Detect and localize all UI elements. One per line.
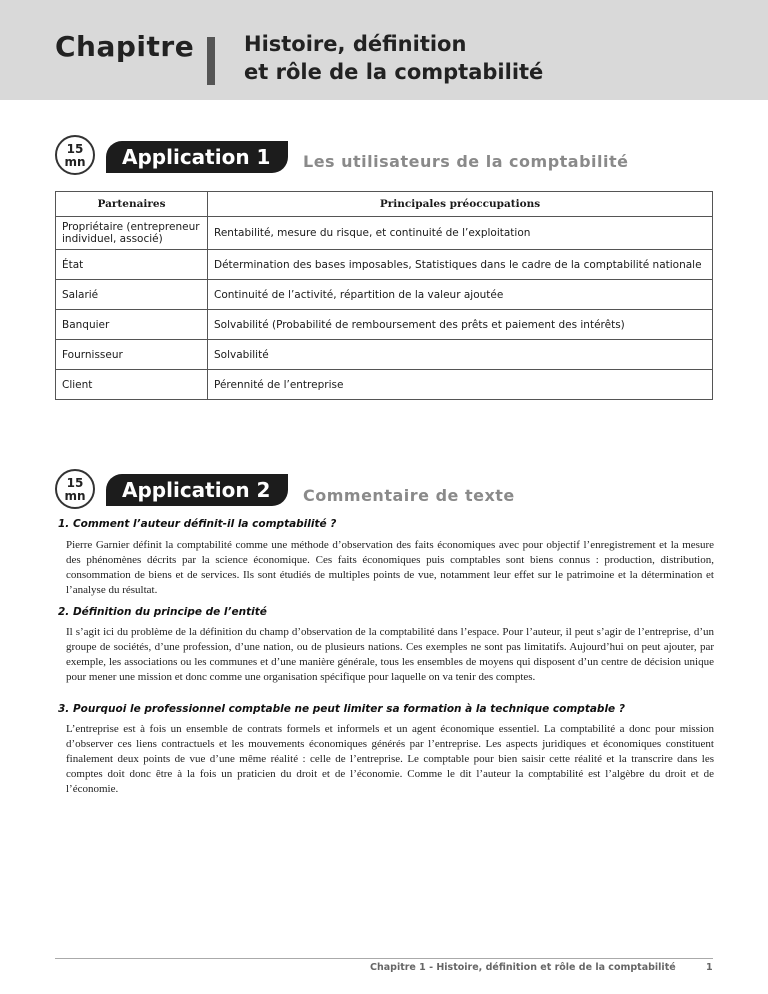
application-1-subtitle: Les utilisateurs de la comptabilité (303, 152, 629, 171)
table-row (56, 217, 713, 250)
partner-cell: État (56, 250, 208, 280)
concern-cell: Solvabilité (Probabilité de remboursement des prêts et paiement des intérêts) (208, 310, 713, 340)
duration-badge-app1 (55, 135, 95, 175)
duration-badge-app2 (55, 469, 95, 509)
partners-table (55, 191, 713, 400)
question-2-answer: Il s’agit ici du problème de la définition du champ d’observation de la comptabilité dans l’espace. Pour l’auteur, il peut s’agir de l’entreprise, d’un groupe de sociétés, d’une profession, d’une nation, ou de plusieurs nations. Ces exemples ne sont pas limitatifs. Aujourd’hui on peut ajouter, par exemple, les associations ou les communes et d’une manière générale, tous les ensembles de moyens qui disposent d’un centre de décision unique pour mener une mission et donc comme une organisation spécifique pour laquelle on va tenir des comptes. (66, 626, 714, 683)
concern-cell: Pérennité de l’entreprise (208, 370, 713, 400)
question-1-answer: Pierre Garnier définit la comptabilité comme une méthode d’observation des faits économiques avec pour objectif l’enregistrement et la mesure des phénomènes décrits par la science économique. Ces faits économiques puis comptables sont biens connus : production, distribution, consommation de biens et de services. Ils sont étudiés de multiples points de vue, notamment leur effet sur le patrimoine et la détermination et l’analyse du résultat. (66, 539, 714, 596)
footer-divider (55, 958, 713, 959)
question-1-title: 1. Comment l’auteur définit-il la comptabilité ? (58, 518, 337, 530)
concern-cell: Rentabilité, mesure du risque, et continuité de l’exploitation (208, 217, 713, 250)
question-3-title: 3. Pourquoi le professionnel comptable ne peut limiter sa formation à la technique comptable ? (58, 703, 625, 715)
duration-number: 15 (66, 476, 84, 490)
page-number: 1 (706, 962, 713, 973)
chapter-header (0, 0, 768, 100)
duration-number: 15 (66, 142, 84, 156)
table-row (56, 340, 713, 370)
chapter-title-line2: et rôle de la comptabilité (244, 60, 544, 84)
partner-cell: Fournisseur (56, 340, 208, 370)
question-3-answer: L’entreprise est à fois un ensemble de contrats formels et informels et un agent économique essentiel. La comptabilité a donc pour mission d’observer ces liens contractuels et les mouvements économiques générés par l’entreprise. Les aspects juridiques et économiques constituent finalement deux points de vue d’une même réalité : celle de l’entreprise. Le comptable pour bien saisir cette réalité et la transcrire dans les comptes doit donc être à la fois un praticien du droit et de l’économie. Comme le dit l’auteur la comptabilité est l’algèbre du droit et de l’économie. (66, 723, 714, 795)
application-1-label: Application 1 (106, 141, 288, 173)
footer-running-title: Chapitre 1 - Histoire, définition et rôle de la comptabilité (370, 962, 676, 973)
question-2-title: 2. Définition du principe de l’entité (58, 606, 267, 618)
partner-cell: Banquier (56, 310, 208, 340)
duration-unit: mn (64, 489, 86, 503)
table-row (56, 370, 713, 400)
chapter-title (244, 30, 543, 86)
concern-cell: Solvabilité (208, 340, 713, 370)
duration-unit: mn (64, 155, 86, 169)
table-row (56, 280, 713, 310)
partner-cell: Client (56, 370, 208, 400)
concern-cell: Détermination des bases imposables, Statistiques dans le cadre de la comptabilité nationale (208, 250, 713, 280)
application-2-subtitle: Commentaire de texte (303, 486, 515, 505)
application-2-label: Application 2 (106, 474, 288, 506)
partner-cell: Propriétaire (entrepreneur individuel, associé) (56, 217, 208, 250)
chapter-label: Chapitre (55, 30, 195, 63)
concern-cell: Continuité de l’activité, répartition de la valeur ajoutée (208, 280, 713, 310)
column-header-partners: Partenaires (56, 192, 208, 217)
table-row (56, 250, 713, 280)
chapter-title-line1: Histoire, définition (244, 32, 467, 56)
chapter-divider (207, 37, 215, 85)
partner-cell: Salarié (56, 280, 208, 310)
table-header-row (56, 192, 713, 217)
column-header-concerns: Principales préoccupations (208, 192, 713, 217)
table-row (56, 310, 713, 340)
